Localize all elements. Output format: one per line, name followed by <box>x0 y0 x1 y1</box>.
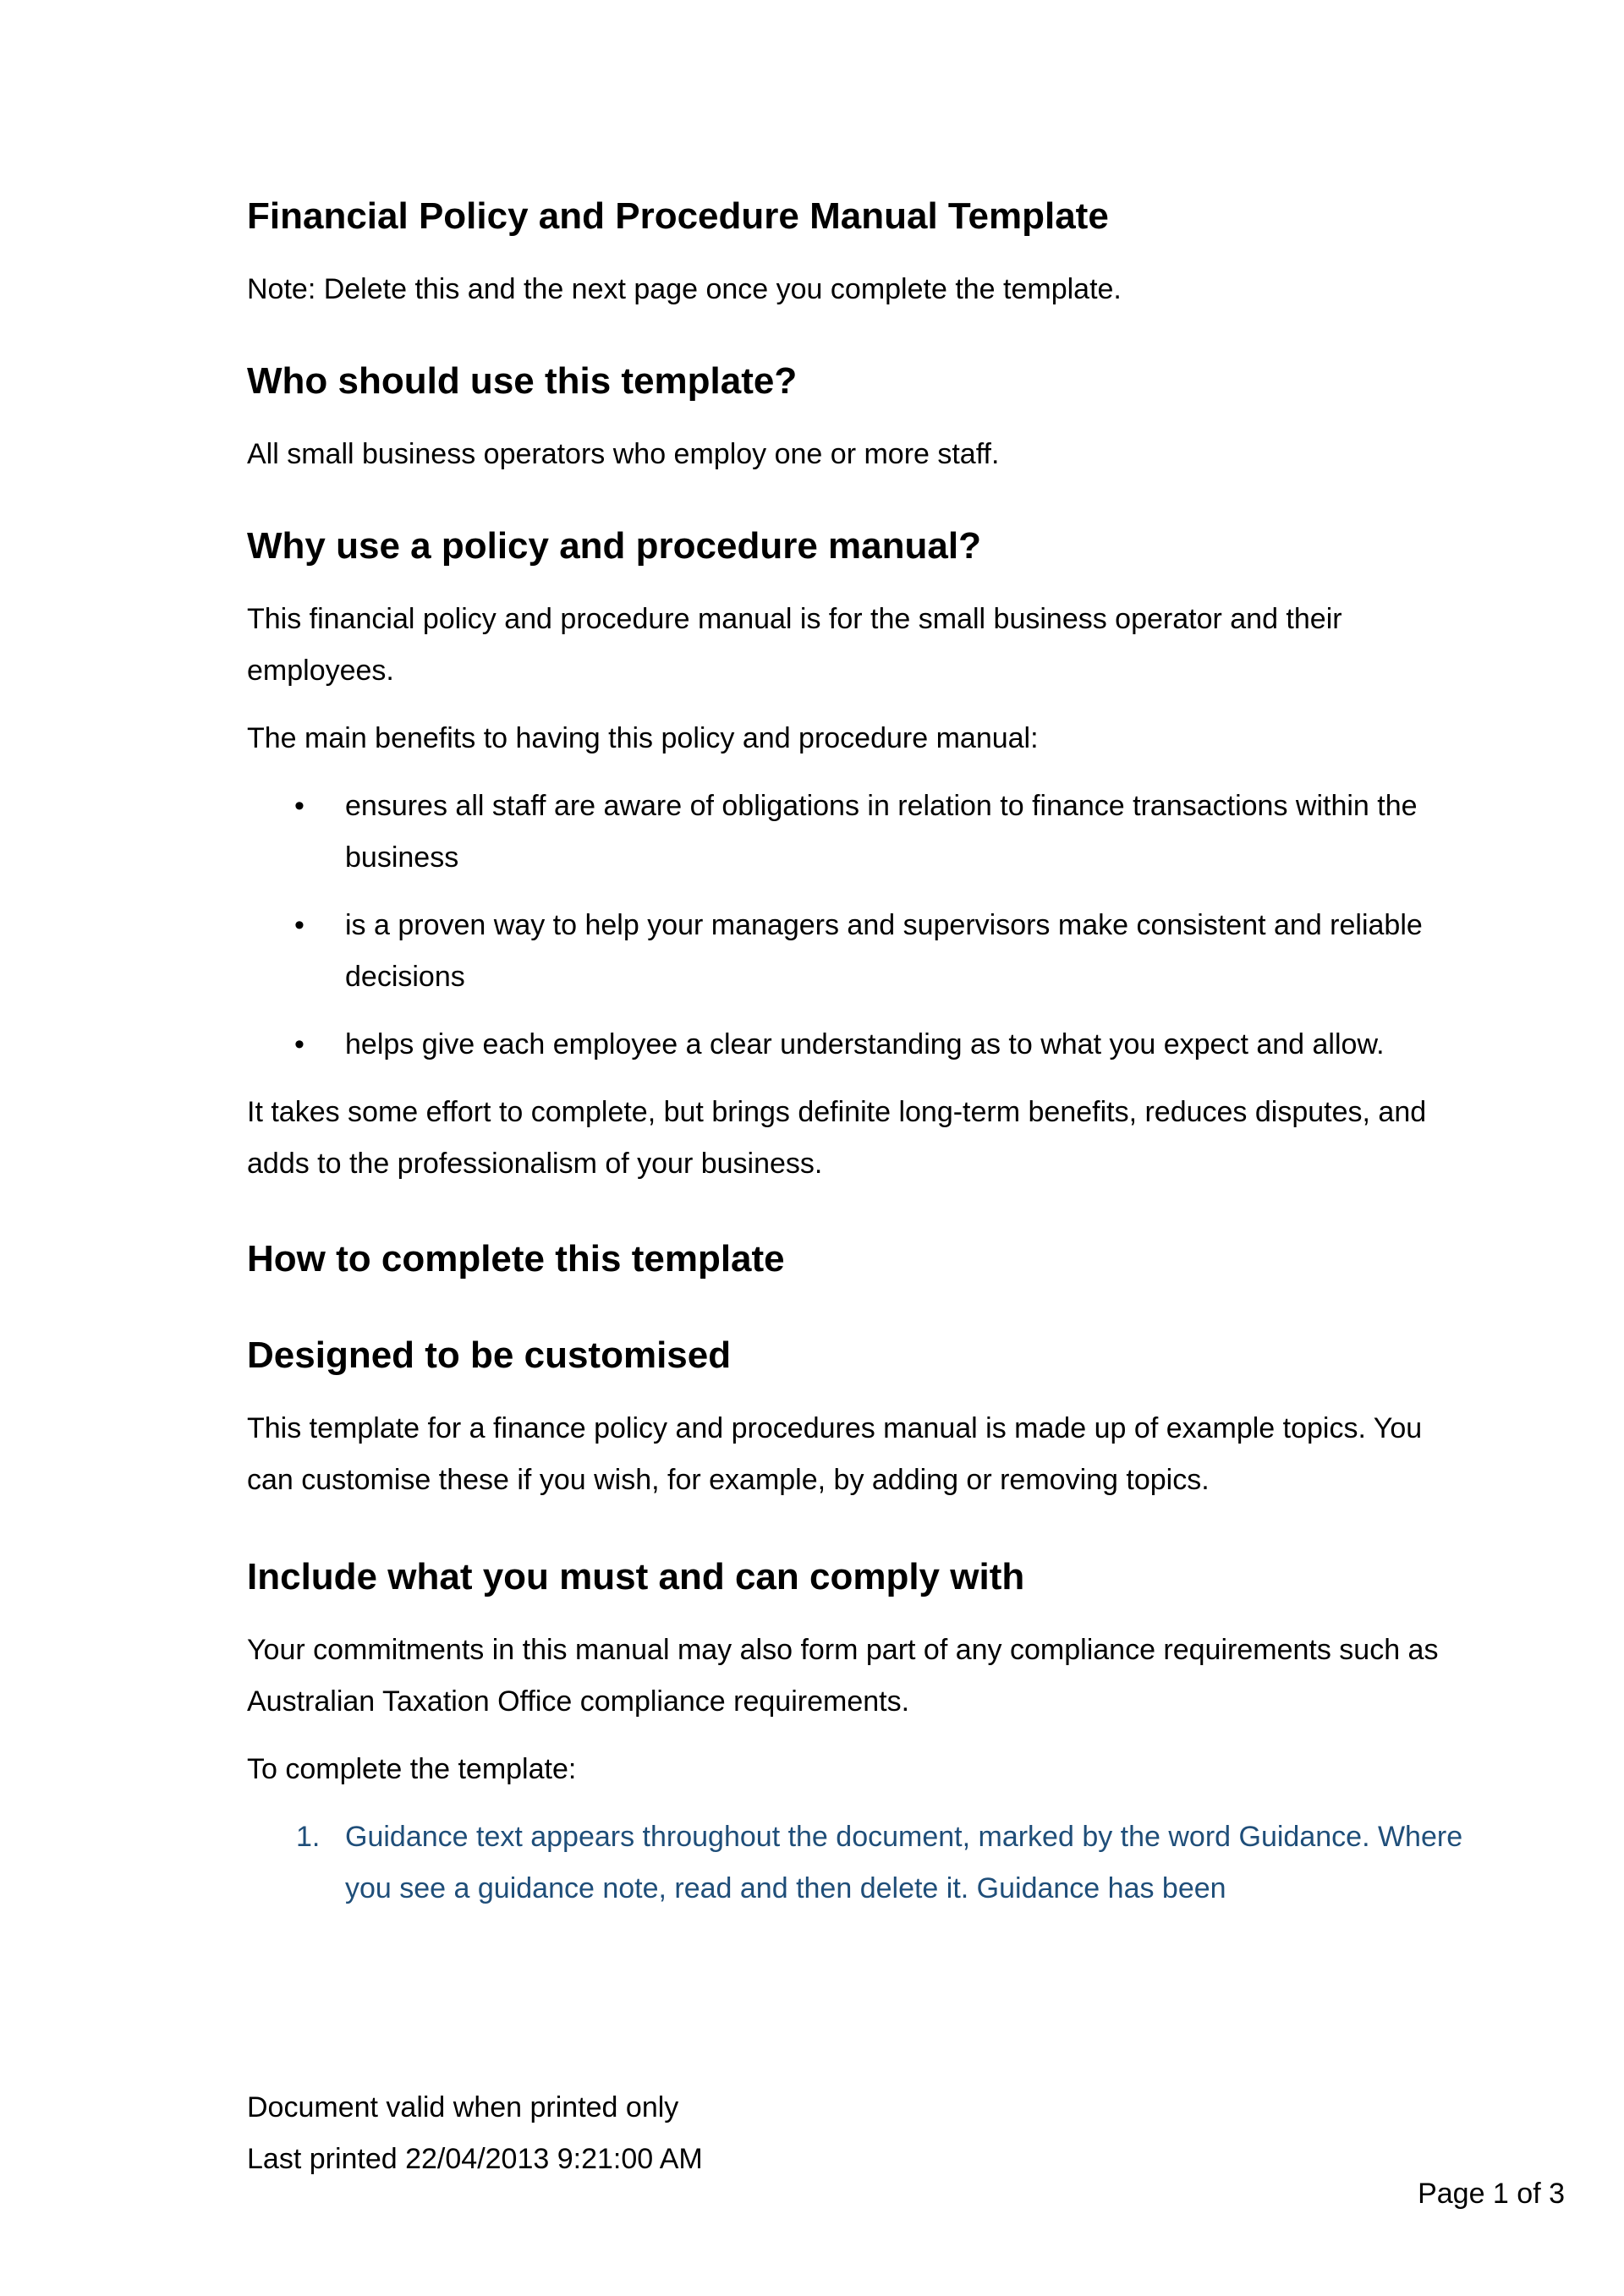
delete-note: Note: Delete this and the next page once you complete the template. <box>247 273 1122 305</box>
heading-who-should-use: Who should use this template? <box>247 360 798 402</box>
paragraph-who-should-use: All small business operators who employ one or more staff. <box>247 438 1000 470</box>
footer-last-printed: Last printed 22/04/2013 9:21:00 AM <box>247 2143 703 2175</box>
benefits-list <box>247 781 1465 1071</box>
document-title: Financial Policy and Procedure Manual Template <box>247 195 1109 237</box>
document-body <box>247 191 1465 1915</box>
paragraph-compliance: Your commitments in this manual may also form part of any compliance requirements such as Australian Taxation Office compliance requirements. <box>247 1634 1439 1718</box>
list-item-text: ensures all staff are aware of obligations in relation to finance transactions within the business <box>345 790 1418 874</box>
paragraph-manual-purpose: This financial policy and procedure manual is for the small business operator and their employees. <box>247 603 1342 687</box>
list-item <box>247 1019 1465 1071</box>
paragraph-customise: This template for a finance policy and procedures manual is made up of example topics. You can customise these if you wish, for example, by adding or removing topics. <box>247 1412 1423 1496</box>
list-item <box>247 900 1465 1003</box>
paragraph-main-benefits: The main benefits to having this policy and procedure manual: <box>247 722 1039 754</box>
heading-how-to-complete: How to complete this template <box>247 1238 785 1280</box>
heading-include-comply: Include what you must and can comply with <box>247 1556 1025 1597</box>
list-item <box>247 1811 1512 1915</box>
paragraph-to-complete: To complete the template: <box>247 1753 577 1785</box>
page-footer <box>247 2082 703 2185</box>
footer-validity: Document valid when printed only <box>247 2091 679 2123</box>
list-item-text: helps give each employee a clear understanding as to what you expect and allow. <box>345 1028 1385 1060</box>
heading-why-use-manual: Why use a policy and procedure manual? <box>247 525 981 567</box>
page-number: Page 1 of 3 <box>1418 2178 1565 2210</box>
bullet-icon: • <box>294 909 304 941</box>
guidance-text: Guidance text appears throughout the document, marked by the word Guidance. Where you see a guidance note, read and then delete it. Guidance has been <box>345 1821 1463 1904</box>
paragraph-effort: It takes some effort to complete, but brings definite long-term benefits, reduces disputes, and adds to the professionalism of your business. <box>247 1096 1427 1180</box>
bullet-icon: • <box>294 1028 304 1060</box>
list-item <box>247 781 1465 884</box>
list-item-text: is a proven way to help your managers and supervisors make consistent and reliable decisions <box>345 909 1423 993</box>
heading-designed-customised: Designed to be customised <box>247 1334 732 1376</box>
bullet-icon: • <box>294 790 304 822</box>
step-number: 1. <box>296 1821 321 1853</box>
steps-list <box>247 1811 1465 1915</box>
